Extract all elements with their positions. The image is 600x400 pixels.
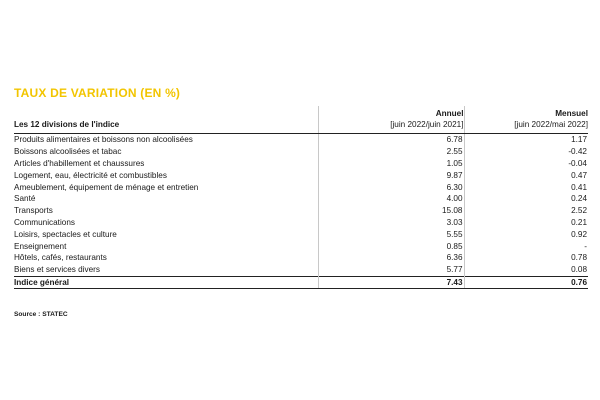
page-title: TAUX DE VARIATION (EN %) [14, 86, 181, 100]
annuel-value: 2.55 [318, 146, 464, 158]
total-row [14, 276, 588, 288]
mensuel-value: 1.17 [464, 134, 588, 146]
annuel-value: 7.43 [318, 276, 464, 288]
division-label: Produits alimentaires et boissons non alcoolisées [14, 135, 193, 145]
division-label: Indice général [14, 276, 318, 288]
mensuel-value: 0.47 [464, 169, 588, 181]
table-row [14, 193, 588, 205]
annuel-value: 5.55 [318, 228, 464, 240]
mensuel-value: 0.21 [464, 217, 588, 229]
mensuel-value: 0.08 [464, 264, 588, 276]
mensuel-value: 0.78 [464, 252, 588, 264]
annuel-value: 9.87 [318, 169, 464, 181]
annuel-value: 0.85 [318, 240, 464, 252]
division-label: Santé [14, 194, 36, 204]
annuel-value: 3.03 [318, 217, 464, 229]
mensuel-value: 2.52 [464, 205, 588, 217]
mensuel-value: 0.92 [464, 228, 588, 240]
col-annuel-title: Annuel [318, 106, 464, 119]
variation-table [14, 106, 588, 289]
mensuel-value: 0.24 [464, 193, 588, 205]
division-label: Ameublement, équipement de ménage et entretien [14, 182, 199, 192]
annuel-value: 6.78 [318, 134, 464, 146]
col-mensuel-title: Mensuel [464, 106, 588, 119]
table-row [14, 240, 588, 252]
annuel-value: 1.05 [318, 158, 464, 170]
division-label: Hôtels, cafés, restaurants [14, 253, 107, 263]
mensuel-value: -0.04 [464, 158, 588, 170]
table-body [14, 134, 588, 289]
annuel-value: 5.77 [318, 264, 464, 276]
mensuel-value: 0.41 [464, 181, 588, 193]
mensuel-value: -0.42 [464, 146, 588, 158]
mensuel-value: - [464, 240, 588, 252]
table-row [14, 252, 588, 264]
division-label: Biens et services divers [14, 265, 101, 275]
source-note: Source : STATEC [14, 311, 68, 318]
division-label: Communications [14, 217, 75, 227]
division-label: Transports [14, 206, 53, 216]
table-row [14, 217, 588, 229]
table-row [14, 134, 588, 146]
table-row [14, 264, 588, 276]
table-row [14, 205, 588, 217]
division-label: Articles d'habillement et chaussures [14, 158, 145, 168]
table-row [14, 158, 588, 170]
division-label: Boissons alcoolisées et tabac [14, 147, 122, 157]
division-label: Logement, eau, électricité et combustibles [14, 170, 167, 180]
header-empty [14, 106, 318, 119]
annuel-value: 4.00 [318, 193, 464, 205]
annuel-value: 6.36 [318, 252, 464, 264]
table-row [14, 181, 588, 193]
table-row [14, 169, 588, 181]
col-mensuel-period: [juin 2022/mai 2022] [464, 119, 588, 134]
division-label: Enseignement [14, 241, 67, 251]
col-divisions-header: Les 12 divisions de l'indice [14, 119, 318, 134]
table-row [14, 228, 588, 240]
mensuel-value: 0.76 [464, 276, 588, 288]
table-row [14, 146, 588, 158]
variation-table-container [14, 106, 588, 289]
annuel-value: 15.08 [318, 205, 464, 217]
table-header [14, 106, 588, 134]
col-annuel-period: [juin 2022/juin 2021] [318, 119, 464, 134]
annuel-value: 6.30 [318, 181, 464, 193]
division-label: Loisirs, spectacles et culture [14, 229, 117, 239]
